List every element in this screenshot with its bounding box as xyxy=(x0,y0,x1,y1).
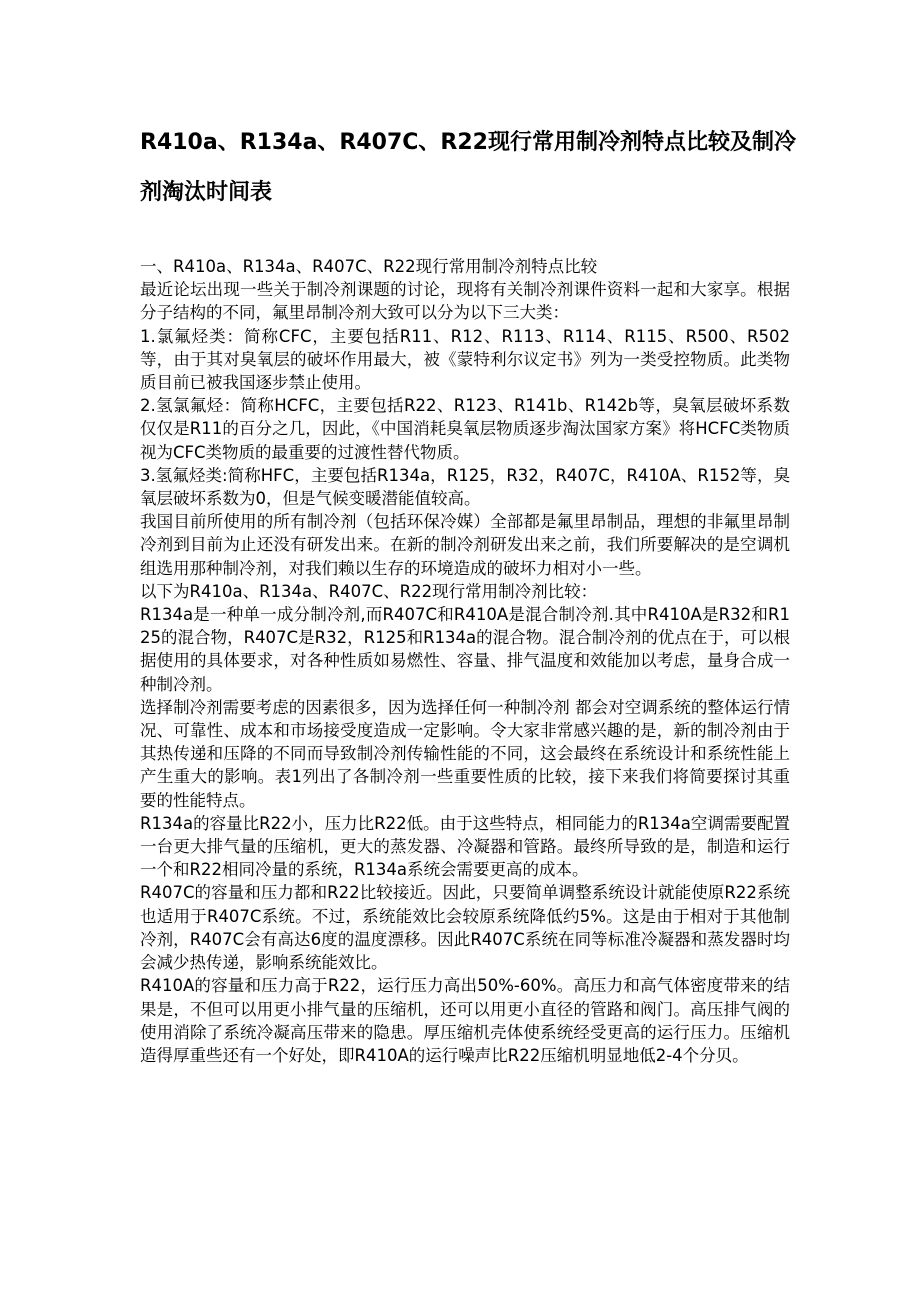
paragraph-hfc: 3.氢氟烃类:简称HFC，主要包括R134a，R125，R32，R407C，R410A、R152等，臭氧层破坏系数为0，但是气候变暖潜能值较高。 xyxy=(140,465,790,509)
paragraph-mixtures: R134a是一种单一成分制冷剂,而R407C和R410A是混合制冷剂.其中R410A是R32和R125的混合物，R407C是R32，R125和R134a的混合物。混合制冷剂的优点在于，可以根据使用的具体要求，对各种性质如易燃性、容量、排气温度和效能加以考虑，量身合成一种制冷剂。 xyxy=(140,605,790,694)
paragraph-comparison-intro: 以下为R410a、R134a、R407C、R22现行常用制冷剂比较： xyxy=(140,581,598,601)
paragraph-selection-factors: 选择制冷剂需要考虑的因素很多，因为选择任何一种制冷剂 都会对空调系统的整体运行情况、可靠性、成本和市场接受度造成一定影响。令大家非常感兴趣的是，新的制冷剂由于其热传递和压降的不同而导致制冷剂传输性能的不同，这会最终在系统设计和系统性能上产生重大的影响。表1列出了各制冷剂一些重要性质的比较，接下来我们将简要探讨其重要的性能特点。 xyxy=(140,697,790,810)
paragraph-cfc: 1.氯氟烃类：简称CFC，主要包括R11、R12、R113、R114、R115、R500、R502等，由于其对臭氧层的破坏作用最大，被《蒙特利尔议定书》列为一类受控物质。此类物质目前已被我国逐步禁止使用。 xyxy=(140,326,790,393)
section-heading: 一、R410a、R134a、R407C、R22现行常用制冷剂特点比较 xyxy=(140,257,598,276)
paragraph-intro: 最近论坛出现一些关于制冷剂课题的讨论，现将有关制冷剂课件资料一起和大家享。根据分子结构的不同，氟里昂制冷剂大致可以分为以下三大类： xyxy=(140,280,790,323)
paragraph-r410a: R410A的容量和压力高于R22，运行压力高出50%-60%。高压力和高气体密度带来的结果是，不但可以用更小排气量的压缩机，还可以用更小直径的管路和阀门。高压排气阀的使用消除了系统冷凝高压带来的隐患。厚压缩机壳体使系统经受更高的运行压力。压缩机造得厚重些还有一个好处，即R410A的运行噪声比R22压缩机明显地低2-4个分贝。 xyxy=(140,976,790,1065)
paragraph-current-use: 我国目前所使用的所有制冷剂（包括环保冷媒）全部都是氟里昂制品，理想的非氟里昂制冷剂到目前为止还没有研发出来。在新的制冷剂研发出来之前，我们所要解决的是空调机组选用那种制冷剂，对我们赖以生存的环境造成的破坏力相对小一些。 xyxy=(140,512,790,578)
paragraph-hcfc: 2.氢氯氟烃：简称HCFC，主要包括R22、R123、R141b、R142b等，臭氧层破坏系数仅仅是R11的百分之几，因此，《中国消耗臭氧层物质逐步淘汰国家方案》将HCFC类物质视为CFC类物质的最重要的过渡性替代物质。 xyxy=(140,396,790,462)
paragraph-r407c: R407C的容量和压力都和R22比较接近。因此，只要简单调整系统设计就能使原R22系统也适用于R407C系统。不过，系统能效比会较原系统降低约5%。这是由于相对于其他制冷剂，R407C会有高达6度的温度漂移。因此R407C系统在同等标准冷凝器和蒸发器时均会减少热传递，影响系统能效比。 xyxy=(140,883,790,973)
document-body xyxy=(140,255,790,1067)
paragraph-r134a: R134a的容量比R22小，压力比R22低。由于这些特点，相同能力的R134a空调需要配置一台更大排气量的压缩机，更大的蒸发器、冷凝器和管路。最终所导致的是，制造和运行一个和R22相同冷量的系统，R134a系统会需要更高的成本。 xyxy=(140,813,790,880)
document-title: R410a、R134a、R407C、R22现行常用制冷剂特点比较及制冷剂淘汰时间表 xyxy=(140,130,796,205)
